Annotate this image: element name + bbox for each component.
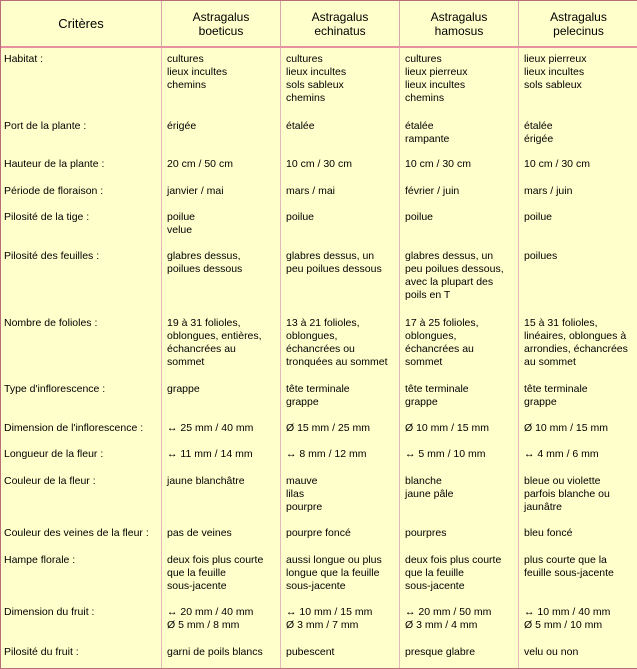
table-cell [281, 448, 400, 474]
table-cell [162, 606, 281, 645]
cell-line: Ø 15 mm / 25 mm [286, 422, 371, 435]
table-cell [400, 606, 519, 645]
table-cell [162, 554, 281, 607]
cell-line: longue que la feuille [286, 566, 380, 579]
table-cell [519, 448, 637, 474]
table-cell [162, 422, 281, 448]
cell-line: sous-jacente [286, 579, 346, 592]
cell-line: étalée [524, 119, 553, 132]
cell-line: érigée [167, 119, 197, 132]
cell-line: glabres dessus, un [286, 250, 375, 263]
table-row [1, 475, 637, 528]
cell-line: janvier / mai [167, 184, 224, 197]
cell-line: échancrées ou [286, 343, 355, 355]
cell-line: oblongues, entières, [167, 330, 262, 342]
table-header [1, 1, 637, 48]
table-cell [400, 211, 519, 250]
header-epithet: pelecinus [553, 24, 604, 38]
table-cell [162, 527, 281, 553]
cell-line: tête terminale [405, 382, 469, 395]
cell-line: tête terminale [286, 382, 350, 395]
cell-line: lieux incultes [524, 66, 585, 79]
header-row [1, 1, 637, 48]
cell-line: sols sableux [286, 79, 344, 92]
cell-line: lieux pierreux [405, 66, 468, 79]
table-cell [519, 158, 637, 184]
table-cell [162, 158, 281, 184]
cell-line: tronquées au sommet [286, 356, 388, 368]
header-genus: Astragalus [430, 10, 488, 24]
cell-line: ↔ 10 mm / 40 mm [524, 606, 611, 619]
criterion-label: Dimension de l'inflorescence : [1, 422, 162, 448]
table-cell [400, 646, 519, 668]
cell-line: que la feuille [405, 566, 464, 579]
table-row [1, 448, 637, 474]
cell-line: tête terminale [524, 382, 588, 395]
cell-line: lieux pierreux [524, 53, 587, 66]
cell-line: poilues dessous [167, 263, 243, 276]
table-cell [281, 475, 400, 528]
table-cell [162, 383, 281, 422]
cell-line: ↔ 10 mm / 15 mm [286, 606, 373, 619]
cell-line: mars / juin [524, 184, 573, 197]
table-cell [400, 250, 519, 317]
table-row [1, 554, 637, 607]
cell-line: lieux incultes [286, 66, 347, 79]
table-cell [162, 185, 281, 211]
table-cell [281, 185, 400, 211]
header-epithet: echinatus [314, 24, 366, 38]
table-cell [400, 185, 519, 211]
criterion-label: Pilosité des feuilles : [1, 250, 162, 317]
table-cell [400, 448, 519, 474]
table-cell [400, 53, 519, 120]
table-cell [519, 185, 637, 211]
cell-line: Ø 10 mm / 15 mm [405, 422, 490, 435]
cell-line: 15 à 31 folioles, [524, 317, 598, 329]
cell-line: presque glabre [405, 645, 476, 658]
cell-line: lieux incultes [167, 66, 228, 79]
table-cell [162, 250, 281, 317]
cell-line: poilue [167, 210, 196, 223]
cell-line: chemins [286, 92, 326, 105]
table-cell [400, 158, 519, 184]
cell-line: grappe [524, 395, 557, 408]
cell-line: arrondies, échancrées [524, 343, 628, 355]
header-species-echinatus [281, 1, 400, 48]
cell-line: chemins [405, 92, 445, 105]
cell-line: ↔ 11 mm / 14 mm [167, 448, 253, 461]
criterion-label: Dimension du fruit : [1, 606, 162, 645]
cell-line: 19 à 31 folioles, [167, 317, 241, 329]
cell-line: aussi longue ou plus [286, 553, 382, 566]
table-body [1, 48, 637, 668]
cell-line: 17 à 25 folioles, [405, 317, 479, 329]
cell-line: échancrées au [167, 343, 236, 355]
table-row [1, 606, 637, 645]
cell-line: étalée [286, 119, 315, 132]
cell-line: plus courte que la [524, 553, 607, 566]
cell-line: velue [167, 223, 193, 236]
table-row [1, 53, 637, 120]
criterion-label: Pilosité de la tige : [1, 211, 162, 250]
cell-line: février / juin [405, 184, 460, 197]
cell-line: Ø 3 mm / 4 mm [405, 619, 478, 632]
cell-line: sols sableux [524, 79, 582, 92]
cell-line: poilue [286, 210, 315, 223]
table-cell [519, 606, 637, 645]
table-cell [281, 120, 400, 158]
cell-line: 10 cm / 30 cm [524, 158, 590, 171]
table-cell [281, 317, 400, 383]
table-cell [281, 554, 400, 607]
cell-line: pourpre [286, 500, 323, 513]
table-cell [162, 646, 281, 668]
cell-line: glabres dessus, un [405, 250, 494, 263]
cell-line: rampante [405, 132, 450, 145]
cell-line: feuille sous-jacente [524, 566, 614, 579]
cell-line: chemins [167, 79, 207, 92]
cell-line: 13 à 21 folioles, [286, 317, 360, 329]
cell-line: jaunâtre [524, 500, 562, 513]
table-cell [281, 606, 400, 645]
cell-line: oblongues, [405, 330, 457, 342]
table-cell [162, 211, 281, 250]
cell-line: grappe [286, 395, 319, 408]
header-criteria [1, 1, 162, 48]
table-cell [281, 53, 400, 120]
cell-line: pubescent [286, 645, 335, 658]
cell-line: jaune blanchâtre [167, 474, 245, 487]
cell-line: ↔ 4 mm / 6 mm [524, 448, 599, 461]
cell-line: parfois blanche ou [524, 487, 610, 500]
header-genus: Astragalus [550, 10, 607, 24]
criterion-label: Nombre de folioles : [1, 317, 162, 383]
table-row [1, 317, 637, 383]
table-cell [519, 422, 637, 448]
cell-line: mars / mai [286, 184, 336, 197]
cell-line: poilues [524, 250, 558, 263]
table-cell [162, 120, 281, 158]
table-row [1, 120, 637, 158]
header-epithet: boeticus [198, 24, 244, 38]
cell-line: avec la plupart des [405, 276, 494, 289]
header-criteria-label: Critères [58, 16, 104, 31]
cell-line: jaune pâle [405, 487, 454, 500]
table-cell [519, 475, 637, 528]
table-row [1, 383, 637, 422]
cell-line: ↔ 25 mm / 40 mm [167, 422, 254, 435]
cell-line: garni de poils blancs [167, 645, 263, 658]
table-cell [281, 646, 400, 668]
table-row [1, 250, 637, 317]
cell-line: Ø 5 mm / 10 mm [524, 619, 603, 632]
table-row [1, 158, 637, 184]
table-cell [162, 53, 281, 120]
cell-line: cultures [405, 53, 442, 66]
table-cell [519, 250, 637, 317]
cell-line: deux fois plus courte [405, 553, 502, 566]
criterion-label: Hampe florale : [1, 554, 162, 607]
cell-line: ↔ 20 mm / 40 mm [167, 606, 254, 619]
cell-line: glabres dessus, [167, 250, 241, 263]
cell-line: bleu foncé [524, 527, 573, 540]
table-cell [400, 527, 519, 553]
cell-line: poils en T [405, 289, 451, 302]
table-cell [281, 250, 400, 317]
table-cell [281, 211, 400, 250]
header-epithet: hamosus [434, 24, 484, 38]
cell-line: 20 cm / 50 cm [167, 158, 233, 171]
table-cell [281, 527, 400, 553]
cell-line: sous-jacente [167, 579, 227, 592]
cell-line: lilas [286, 487, 305, 500]
table-cell [519, 120, 637, 158]
table-cell [162, 317, 281, 383]
header-genus: Astragalus [192, 10, 250, 24]
table-cell [281, 422, 400, 448]
cell-line: blanche [405, 474, 442, 487]
table-row [1, 646, 637, 668]
cell-line: cultures [167, 53, 204, 66]
table-cell [519, 317, 637, 383]
cell-line: Ø 10 mm / 15 mm [524, 422, 609, 435]
cell-line: Ø 3 mm / 7 mm [286, 619, 359, 632]
cell-line: sommet [405, 356, 443, 368]
table-cell [519, 383, 637, 422]
cell-line: sommet [167, 356, 205, 368]
cell-line: peu poilues dessous, [405, 263, 504, 276]
criterion-label: Longueur de la fleur : [1, 448, 162, 474]
cell-line: pourpre foncé [286, 527, 351, 540]
table-cell [519, 646, 637, 668]
table-row [1, 211, 637, 250]
header-species-hamosus [400, 1, 519, 48]
table-cell [519, 527, 637, 553]
table-row [1, 422, 637, 448]
cell-line: étalée [405, 119, 434, 132]
header-species-boeticus [162, 1, 281, 48]
criterion-label: Couleur des veines de la fleur : [1, 527, 162, 553]
cell-line: Ø 5 mm / 8 mm [167, 619, 240, 632]
cell-line: cultures [286, 53, 323, 66]
cell-line: peu poilues dessous [286, 263, 382, 276]
table-cell [162, 475, 281, 528]
cell-line: 10 cm / 30 cm [405, 158, 471, 171]
table-cell [519, 53, 637, 120]
cell-line: deux fois plus courte [167, 553, 264, 566]
cell-line: grappe [167, 382, 200, 395]
table-cell [400, 383, 519, 422]
table-cell [281, 383, 400, 422]
cell-line: sous-jacente [405, 579, 465, 592]
table-row [1, 527, 637, 553]
cell-line: ↔ 8 mm / 12 mm [286, 448, 367, 461]
header-species-pelecinus [519, 1, 637, 48]
table-cell [519, 554, 637, 607]
table-cell [162, 448, 281, 474]
cell-line: poilue [405, 210, 434, 223]
criterion-label: Hauteur de la plante : [1, 158, 162, 184]
table-cell [400, 422, 519, 448]
cell-line: grappe [405, 395, 438, 408]
criterion-label: Type d'inflorescence : [1, 383, 162, 422]
cell-line: velu ou non [524, 645, 579, 658]
cell-line: linéaires, oblongues à [524, 330, 627, 342]
criterion-label: Pilosité du fruit : [1, 646, 162, 668]
cell-line: bleue ou violette [524, 474, 601, 487]
cell-line: poilue [524, 210, 553, 223]
cell-line: érigée [524, 132, 554, 145]
cell-line: oblongues, [286, 330, 338, 342]
criterion-label: Période de floraison : [1, 185, 162, 211]
cell-line: au sommet [524, 356, 576, 368]
criterion-label: Port de la plante : [1, 120, 162, 158]
cell-line: mauve [286, 474, 318, 487]
cell-line: que la feuille [167, 566, 226, 579]
cell-line: pourpres [405, 527, 447, 540]
table-cell [400, 475, 519, 528]
cell-line: 10 cm / 30 cm [286, 158, 352, 171]
cell-line: lieux incultes [405, 79, 466, 92]
table-cell [400, 317, 519, 383]
table-cell [281, 158, 400, 184]
cell-line: échancrées au [405, 343, 474, 355]
cell-line: ↔ 5 mm / 10 mm [405, 448, 486, 461]
criterion-label: Couleur de la fleur : [1, 475, 162, 528]
table-cell [400, 554, 519, 607]
table-cell [519, 211, 637, 250]
table-row [1, 185, 637, 211]
cell-line: pas de veines [167, 527, 232, 540]
header-genus: Astragalus [311, 10, 369, 24]
cell-line: ↔ 20 mm / 50 mm [405, 606, 492, 619]
criterion-label: Habitat : [1, 53, 162, 120]
table-cell [400, 120, 519, 158]
